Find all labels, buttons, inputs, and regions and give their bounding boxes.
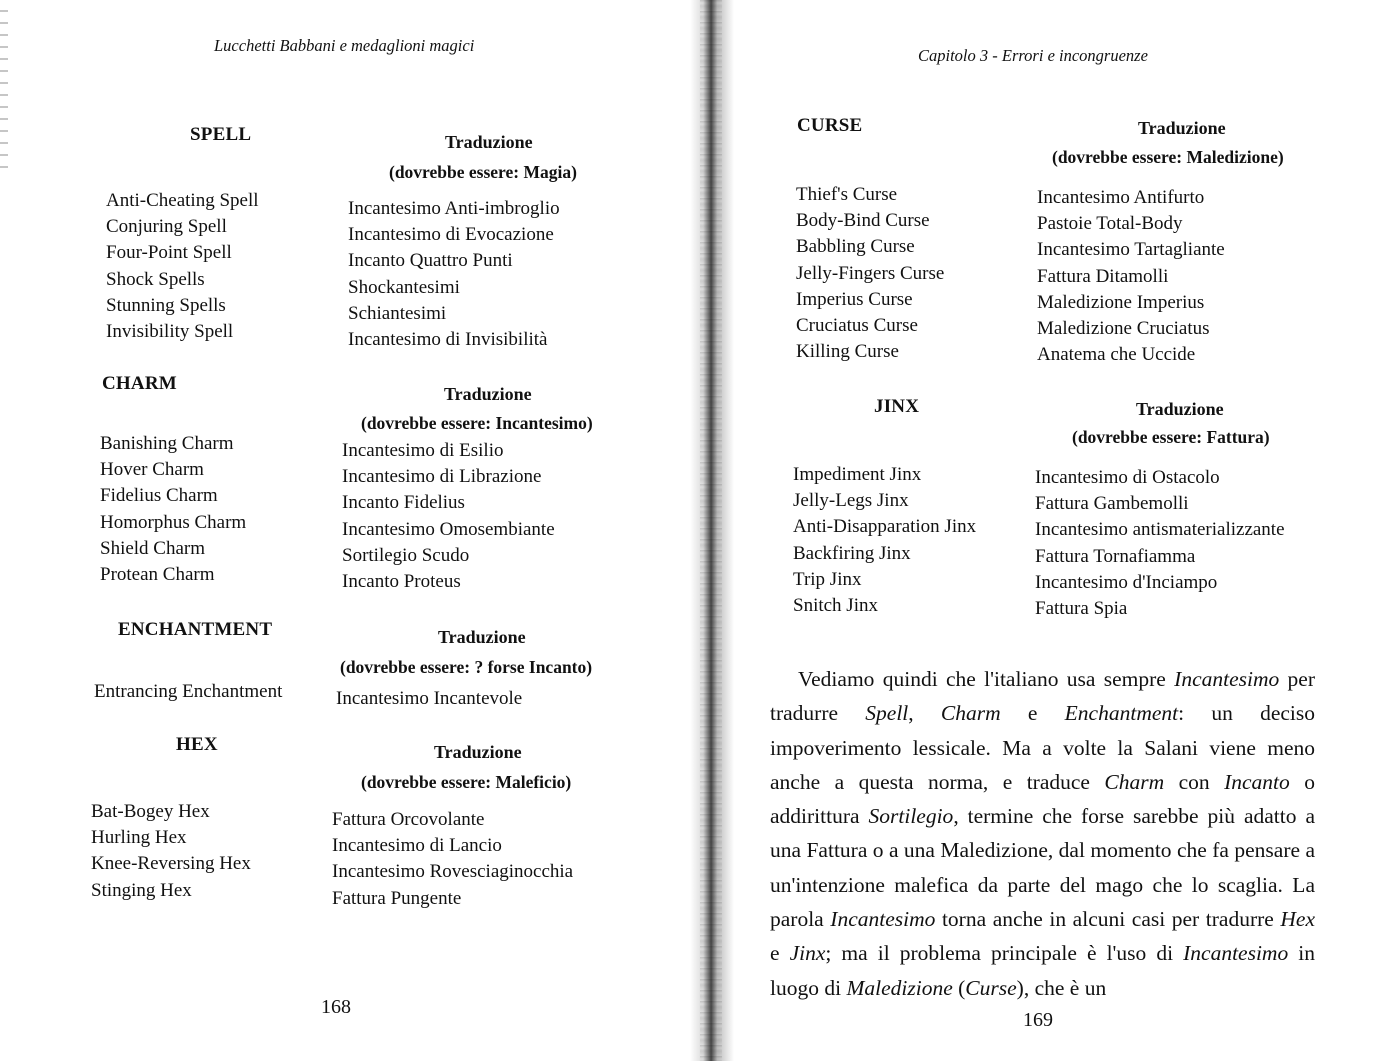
italic-term: Maledizione xyxy=(846,975,953,1000)
list-item: Babbling Curse xyxy=(796,236,915,258)
list-item: Fidelius Charm xyxy=(100,485,218,507)
italic-term: Incanto xyxy=(1224,769,1290,794)
list-item: Cruciatus Curse xyxy=(796,314,918,336)
list-item: Incantesimo antismaterializzante xyxy=(1035,519,1285,541)
list-item: Shockantesimi xyxy=(348,276,460,298)
list-item: Backfiring Jinx xyxy=(793,542,911,564)
list-item: Fattura Orcovolante xyxy=(332,809,485,830)
list-item: Entrancing Enchantment xyxy=(94,681,283,702)
list-item: Incantesimo Omosembiante xyxy=(342,518,555,540)
translation-title: Traduzione xyxy=(434,742,522,762)
translation-title: Traduzione xyxy=(445,132,533,152)
list-item: Incantesimo Incantevole xyxy=(336,688,523,709)
translation-note: (dovrebbe essere: ? forse Incanto) xyxy=(340,657,593,677)
list-item: Fattura Tornafiamma xyxy=(1035,545,1196,567)
text-run: in luogo di xyxy=(770,941,1315,1000)
translation-title: Traduzione xyxy=(1136,399,1224,419)
text-run: Vediamo quindi che l'italiano usa sempre xyxy=(798,667,1175,691)
list-item: Incantesimo di Lancio xyxy=(332,835,502,857)
list-item: Fattura Ditamolli xyxy=(1037,265,1169,287)
translation-title: Traduzione xyxy=(1138,118,1226,138)
list-item: Fattura Pungente xyxy=(332,887,462,909)
italic-term: Curse xyxy=(965,975,1017,1000)
body-paragraph xyxy=(770,662,1315,1005)
paragraph-text xyxy=(770,662,1315,1005)
list-item: Incantesimo Anti-imbroglio xyxy=(348,198,560,219)
list-item: Homorphus Charm xyxy=(100,511,247,533)
italic-term: Enchantment xyxy=(1064,701,1179,726)
italic-term: Charm xyxy=(1104,769,1165,794)
list-item: Incanto Proteus xyxy=(342,570,461,592)
text-run: per tradurre xyxy=(770,667,1316,726)
list-item: Shield Charm xyxy=(100,537,206,559)
translation-note: (dovrebbe essere: Incantesimo) xyxy=(361,413,593,433)
italian-translation-list xyxy=(348,196,560,353)
section-heading-charm: CHARM xyxy=(102,373,177,394)
translation-note: (dovrebbe essere: Maledizione) xyxy=(1052,147,1284,167)
list-item: Trip Jinx xyxy=(793,568,862,590)
list-item: Snitch Jinx xyxy=(793,594,878,616)
italic-term: Jinx xyxy=(789,941,826,966)
list-item: Jelly-Legs Jinx xyxy=(793,490,909,512)
section-heading-enchantment: ENCHANTMENT xyxy=(118,619,273,640)
list-item: Knee-Reversing Hex xyxy=(91,853,251,875)
text-run: , xyxy=(908,701,941,726)
list-item: Hurling Hex xyxy=(91,827,187,849)
italian-translation-list xyxy=(336,686,522,712)
text-run: ; ma il problema principale è l'uso di xyxy=(825,941,1184,966)
text-run: con xyxy=(1164,769,1225,794)
list-item: Killing Curse xyxy=(796,341,899,363)
italian-translation-list xyxy=(1037,185,1225,368)
list-item: Invisibility Spell xyxy=(106,320,234,342)
list-item: Stinging Hex xyxy=(91,879,192,901)
english-term-list xyxy=(106,188,259,345)
italian-translation-list xyxy=(342,438,555,595)
list-item: Incantesimo Antifurto xyxy=(1037,187,1205,208)
text-run: , termine che forse sarebbe più adatto a una Fattura o a una Maledizione, dal momento che fa pensare a un'intenzione malefica da parte del mago che lo scaglia. La parola xyxy=(770,804,1315,932)
running-head: Lucchetti Babbani e medaglioni magici xyxy=(214,36,475,55)
list-item: Body-Bind Curse xyxy=(796,210,930,232)
translation-title: Traduzione xyxy=(444,384,532,404)
translation-title: Traduzione xyxy=(438,627,526,647)
italic-term: Hex xyxy=(1280,907,1316,932)
list-item: Incantesimo Tartagliante xyxy=(1037,239,1225,261)
list-item: Thief's Curse xyxy=(796,184,898,205)
page-number: 169 xyxy=(1023,1009,1053,1031)
text-run: e xyxy=(1000,701,1065,726)
english-term-list xyxy=(94,679,282,705)
italic-term: Incantesimo xyxy=(1183,941,1289,966)
section-heading-spell: SPELL xyxy=(190,124,252,145)
list-item: Anti-Cheating Spell xyxy=(106,190,259,211)
list-item: Incantesimo di Ostacolo xyxy=(1035,467,1220,488)
list-item: Sortilegio Scudo xyxy=(342,544,470,566)
section-heading-curse: CURSE xyxy=(797,115,863,136)
list-item: Schiantesimi xyxy=(348,302,447,324)
list-item: Incantesimo Rovesciaginocchia xyxy=(332,861,574,883)
italian-translation-list xyxy=(332,807,573,912)
list-item: Incanto Quattro Punti xyxy=(348,250,513,272)
italic-term: Incantesimo xyxy=(830,907,936,932)
list-item: Incantesimo di Evocazione xyxy=(348,224,554,246)
list-item: Fattura Spia xyxy=(1035,597,1128,619)
translation-note: (dovrebbe essere: Magia) xyxy=(389,162,577,182)
translation-note: (dovrebbe essere: Fattura) xyxy=(1072,427,1270,447)
text-run: e xyxy=(770,941,790,966)
italic-term: Spell xyxy=(865,701,909,726)
english-term-list xyxy=(100,431,246,588)
list-item: Four-Point Spell xyxy=(106,242,232,264)
italian-translation-list xyxy=(1035,465,1285,622)
list-item: Maledizione Cruciatus xyxy=(1037,317,1210,339)
italic-term: Charm xyxy=(940,701,1001,726)
text-run: : un deciso impoverimento lessicale. Ma a volte la Salani viene meno anche a questa norma, e traduce xyxy=(770,701,1316,794)
list-item: Maledizione Imperius xyxy=(1037,291,1205,313)
section-heading-jinx: JINX xyxy=(874,396,920,417)
list-item: Anti-Disapparation Jinx xyxy=(793,516,977,538)
english-term-list xyxy=(91,799,251,904)
english-term-list xyxy=(796,182,944,365)
list-item: Imperius Curse xyxy=(796,288,913,310)
list-item: Incantesimo di Invisibilità xyxy=(348,328,548,350)
text-run: ( xyxy=(952,975,966,1000)
italic-term: Incantesimo xyxy=(1174,667,1280,691)
list-item: Impediment Jinx xyxy=(793,464,922,485)
section-heading-hex: HEX xyxy=(176,734,218,755)
list-item: Incanto Fidelius xyxy=(342,492,465,514)
list-item: Incantesimo di Esilio xyxy=(342,440,504,461)
list-item: Pastoie Total-Body xyxy=(1037,213,1183,235)
gutter-scan-noise xyxy=(700,0,722,1061)
list-item: Anatema che Uccide xyxy=(1037,344,1196,366)
list-item: Jelly-Fingers Curse xyxy=(796,262,945,284)
english-term-list xyxy=(793,462,976,619)
list-item: Shock Spells xyxy=(106,268,205,290)
list-item: Protean Charm xyxy=(100,563,215,585)
list-item: Incantesimo d'Inciampo xyxy=(1035,571,1218,593)
list-item: Conjuring Spell xyxy=(106,216,227,238)
italic-term: Sortilegio xyxy=(868,804,954,829)
list-item: Stunning Spells xyxy=(106,294,226,316)
translation-note: (dovrebbe essere: Maleficio) xyxy=(361,772,572,792)
page-number: 168 xyxy=(321,996,351,1018)
text-run: torna anche in alcuni casi per tradurre xyxy=(935,907,1281,932)
list-item: Banishing Charm xyxy=(100,433,234,454)
list-item: Hover Charm xyxy=(100,459,204,481)
text-run: o addirittura xyxy=(770,769,1315,829)
list-item: Bat-Bogey Hex xyxy=(91,801,210,822)
running-head: Capitolo 3 - Errori e incongruenze xyxy=(918,46,1148,65)
list-item: Incantesimo di Librazione xyxy=(342,466,542,488)
list-item: Fattura Gambemolli xyxy=(1035,493,1189,515)
text-run: ), che è un xyxy=(1016,975,1107,1000)
